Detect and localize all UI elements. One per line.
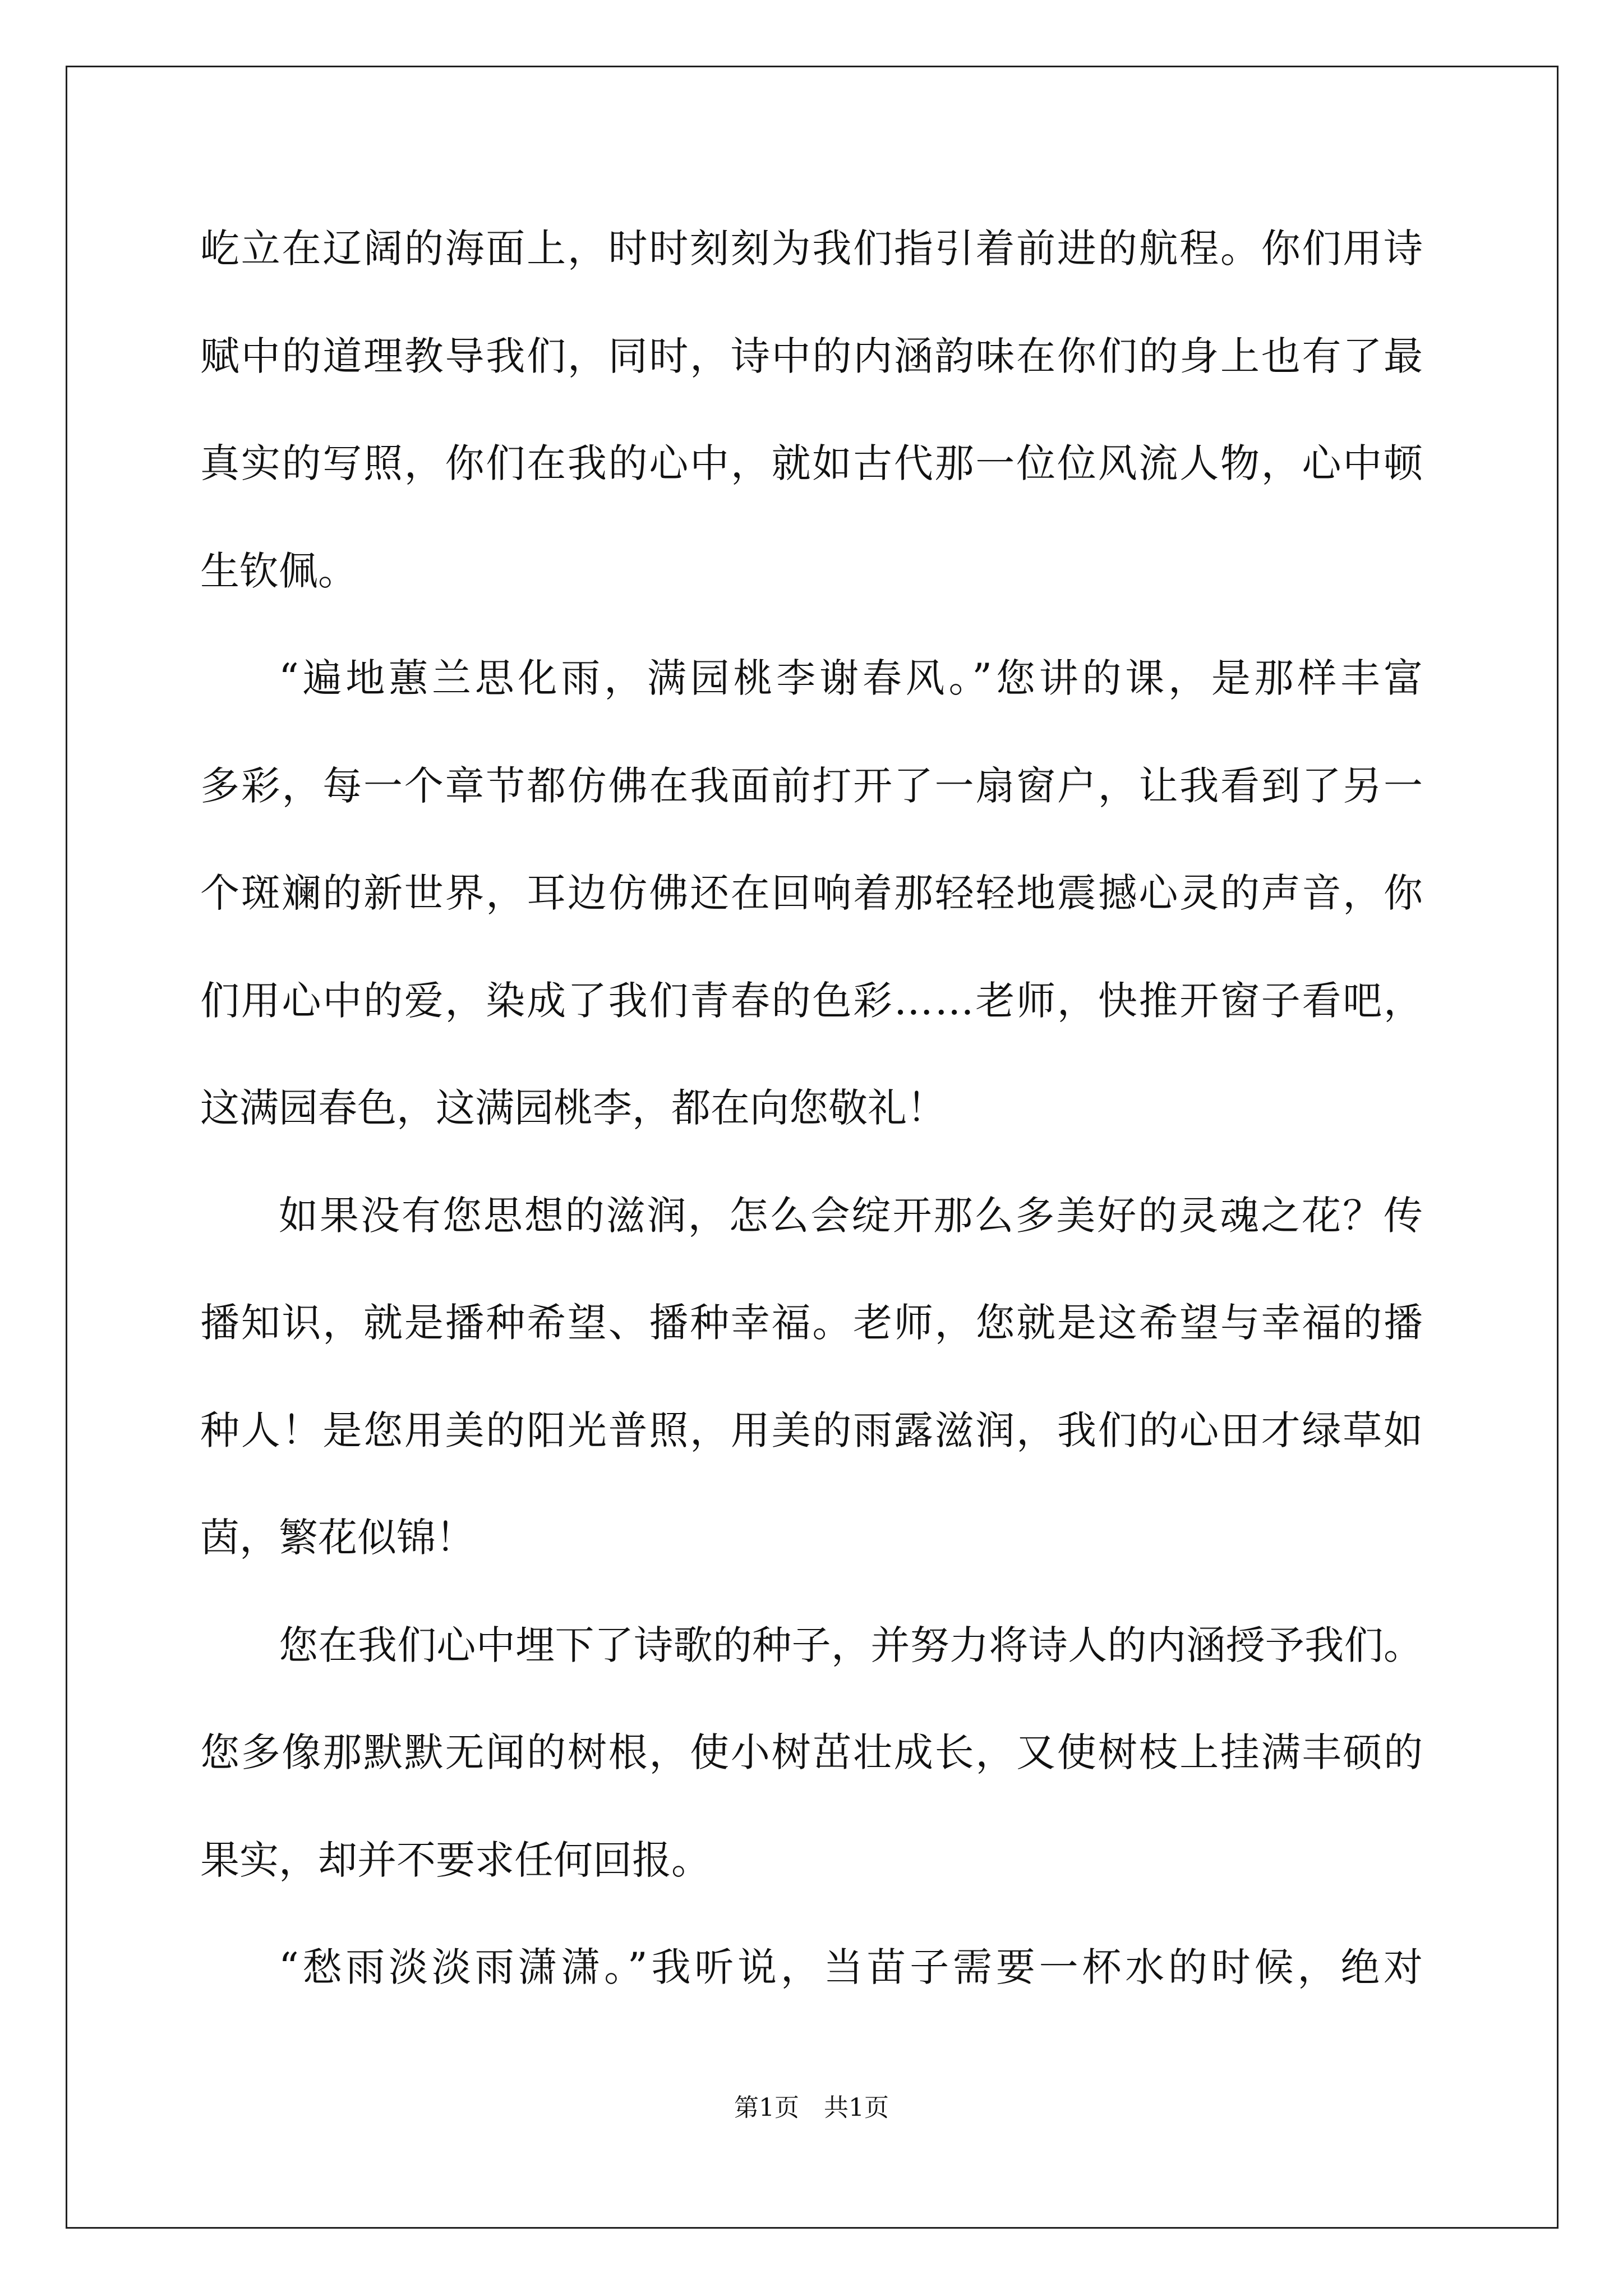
text-line: 茵，繁花似锦！: [200, 1515, 475, 1561]
text-line: 真实的写照，你们在我的心中，就如古代那一位位风流人物，心中顿: [200, 440, 1424, 486]
text-line: 赋中的道理教导我们，同时，诗中的内涵韵味在你们的身上也有了最: [200, 333, 1424, 379]
text-line: 您多像那默默无闻的树根，使小树茁壮成长，又使树枝上挂满丰硕的: [200, 1729, 1424, 1775]
paragraph-first-line: 如果没有您思想的滋润，怎么会绽开那么多美好的灵魂之花？传: [279, 1192, 1424, 1239]
text-line: 播知识，就是播种希望、播种幸福。老师，您就是这希望与幸福的播: [200, 1300, 1424, 1346]
text-line: 多彩，每一个章节都仿佛在我面前打开了一扇窗户，让我看到了另一: [200, 762, 1424, 809]
text-line: 生钦佩。: [200, 547, 357, 594]
page-footer: 第1页 共1页: [734, 2093, 889, 2122]
paragraph-first-line: “愁雨淡淡雨潇潇。”我听说，当苗子需要一杯水的时候，绝对: [279, 1944, 1427, 1990]
page-border: [66, 66, 1559, 2229]
text-line: 这满园春色，这满园桃李，都在向您敬礼！: [200, 1085, 946, 1131]
text-line: 个斑斓的新世界，耳边仿佛还在回响着那轻轻地震撼心灵的声音，你: [200, 870, 1424, 916]
text-line: 果实，却并不要求任何回报。: [200, 1837, 711, 1883]
paragraph-first-line: 您在我们心中埋下了诗歌的种子，并努力将诗人的内涵授予我们。: [279, 1622, 1423, 1668]
text-line: 种人！是您用美的阳光普照，用美的雨露滋润，我们的心田才绿草如: [200, 1407, 1424, 1453]
paragraph-first-line: “遍地蕙兰思化雨，满园桃李谢春风。”您讲的课，是那样丰富: [279, 655, 1427, 701]
text-line: 们用心中的爱，染成了我们青春的色彩……老师，快推开窗子看吧，: [200, 977, 1424, 1024]
text-line: 屹立在辽阔的海面上，时时刻刻为我们指引着前进的航程。你们用诗: [200, 226, 1424, 272]
